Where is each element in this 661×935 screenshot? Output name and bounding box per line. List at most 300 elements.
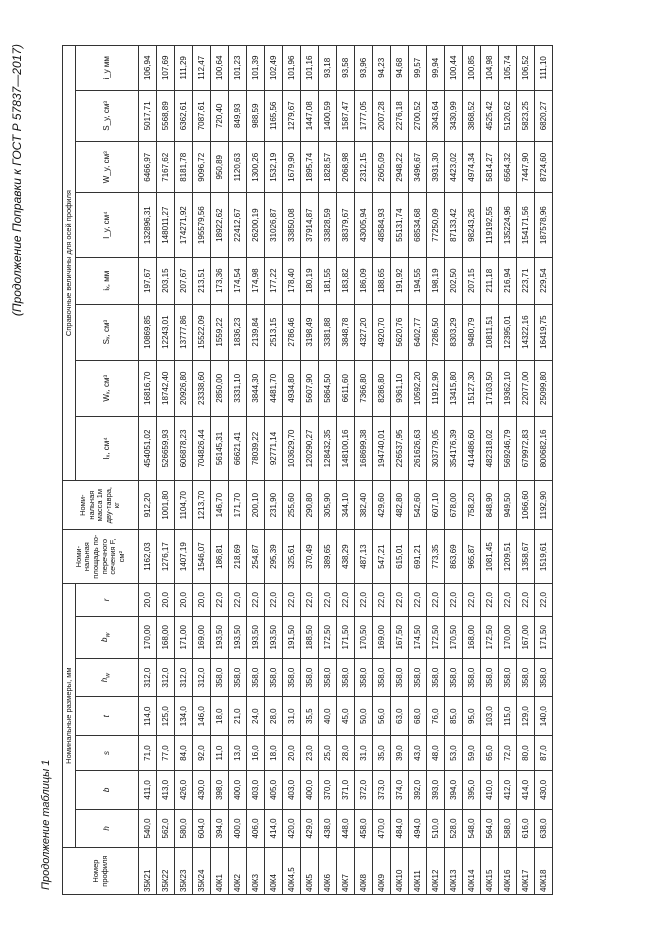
table-cell: 7286,50 (427, 304, 445, 360)
table-cell: 20,0 (157, 584, 175, 617)
profile-table-body (139, 46, 553, 895)
profile-number-cell: 40К7 (337, 848, 355, 895)
table-cell: 12243,01 (157, 304, 175, 360)
table-row (211, 46, 229, 895)
table-cell: 3848,78 (337, 304, 355, 360)
table-cell: 21,0 (229, 697, 247, 736)
table-cell: 403,0 (283, 771, 301, 810)
table-cell: 31,0 (283, 697, 301, 736)
table-cell: 50,0 (355, 697, 373, 736)
table-cell: 172,50 (319, 616, 337, 658)
table-cell: 111,29 (175, 46, 193, 91)
table-cell: 6820,27 (535, 90, 553, 141)
col-r-header: r (76, 584, 139, 617)
table-cell: 193,50 (229, 616, 247, 658)
table-cell: 193,50 (247, 616, 265, 658)
table-cell: 542,60 (409, 481, 427, 530)
table-cell: 101,16 (301, 46, 319, 91)
table-cell: 11912,90 (427, 360, 445, 416)
table-cell: 411,0 (139, 771, 157, 810)
table-cell: 5620,76 (391, 304, 409, 360)
table-cell: 679972,83 (517, 416, 535, 480)
table-cell: 303779,05 (427, 416, 445, 480)
table-cell: 106,52 (517, 46, 535, 91)
table-cell: 358,0 (427, 658, 445, 697)
table-cell: 10592,20 (409, 360, 427, 416)
table-cell: 358,0 (409, 658, 427, 697)
table-cell: 1276,17 (157, 530, 175, 584)
table-cell: 2850,00 (211, 360, 229, 416)
table-cell: 183,82 (337, 257, 355, 304)
table-cell: 100,85 (463, 46, 481, 91)
table-cell: 23,0 (301, 736, 319, 771)
table-cell: 26200,19 (247, 193, 265, 257)
table-row (139, 46, 157, 895)
table-cell: 758,20 (463, 481, 481, 530)
table-cell: 358,0 (373, 658, 391, 697)
table-cell: 22,0 (265, 584, 283, 617)
table-cell: 93,18 (319, 46, 337, 91)
table-cell: 168,00 (463, 616, 481, 658)
table-cell: 18,0 (265, 736, 283, 771)
table-cell: 295,39 (265, 530, 283, 584)
table-cell: 3381,88 (319, 304, 337, 360)
table-cell: 169,00 (193, 616, 211, 658)
table-cell: 128432,35 (319, 416, 337, 480)
table-cell: 358,0 (247, 658, 265, 697)
table-cell: 207,15 (463, 257, 481, 304)
table-cell: 358,0 (481, 658, 499, 697)
profile-number-cell: 40К16 (499, 848, 517, 895)
table-row (373, 46, 391, 895)
table-cell: 20,0 (193, 584, 211, 617)
table-cell: 15522,09 (193, 304, 211, 360)
table-cell: 22,0 (499, 584, 517, 617)
col-Wy-header: W_y, см³ (76, 142, 139, 193)
table-cell: 7366,80 (355, 360, 373, 416)
table-row (499, 46, 517, 895)
table-cell: 87,0 (535, 736, 553, 771)
table-cell: 1192,90 (535, 481, 553, 530)
table-cell: 211,18 (481, 257, 499, 304)
table-cell: 84,0 (175, 736, 193, 771)
table-cell: 863,69 (445, 530, 463, 584)
table-cell: 135224,96 (499, 193, 517, 257)
table-cell: 22,0 (445, 584, 463, 617)
table-cell: 358,0 (211, 658, 229, 697)
table-cell: 548,0 (463, 809, 481, 848)
table-cell: 414,0 (265, 809, 283, 848)
table-cell: 678,00 (445, 481, 463, 530)
table-cell: 414,0 (517, 771, 535, 810)
profile-number-cell: 40К8 (355, 848, 373, 895)
table-cell: 87133,42 (445, 193, 463, 257)
table-cell: 22,0 (427, 584, 445, 617)
table-cell: 22,0 (481, 584, 499, 617)
table-cell: 56,0 (373, 697, 391, 736)
table-cell: 94,68 (391, 46, 409, 91)
col-Wx-header: Wₓ, см³ (76, 360, 139, 416)
profile-number-cell: 40К11 (409, 848, 427, 895)
table-cell: 6362,61 (175, 90, 193, 141)
col-b-header: b (76, 771, 139, 810)
table-cell: 394,0 (211, 809, 229, 848)
table-cell: 1407,19 (175, 530, 193, 584)
table-cell: 429,60 (373, 481, 391, 530)
table-cell: 28,0 (337, 736, 355, 771)
profile-number-cell: 40К6 (319, 848, 337, 895)
table-cell: 394,0 (445, 771, 463, 810)
table-cell: 849,93 (229, 90, 247, 141)
table-cell: 180,19 (301, 257, 319, 304)
table-cell: 1679,90 (283, 142, 301, 193)
table-cell: 134,0 (175, 697, 193, 736)
table-cell: 22,0 (517, 584, 535, 617)
table-cell: 2007,28 (373, 90, 391, 141)
table-cell: 226537,95 (391, 416, 409, 480)
profile-number-cell: 40К18 (535, 848, 553, 895)
table-cell: 3430,99 (445, 90, 463, 141)
table-row (463, 46, 481, 895)
table-cell: 494,0 (409, 809, 427, 848)
table-cell: 39,0 (391, 736, 409, 771)
profile-number-cell: 40К5 (301, 848, 319, 895)
table-cell: 178,40 (283, 257, 301, 304)
table-cell: 101,23 (229, 46, 247, 91)
table-cell: 112,47 (193, 46, 211, 91)
profile-number-cell: 35К23 (175, 848, 193, 895)
table-cell: 4934,80 (283, 360, 301, 416)
table-cell: 3496,67 (409, 142, 427, 193)
table-cell: 1279,67 (283, 90, 301, 141)
table-cell: 438,0 (319, 809, 337, 848)
table-cell: 406,0 (247, 809, 265, 848)
table-cell: 22,0 (535, 584, 553, 617)
table-cell: 312,0 (157, 658, 175, 697)
table-cell: 174,50 (409, 616, 427, 658)
table-cell: 177,22 (265, 257, 283, 304)
table-cell: 99,94 (427, 46, 445, 91)
table-cell: 484,0 (391, 809, 409, 848)
table-cell: 18,0 (211, 697, 229, 736)
table-cell: 2312,15 (355, 142, 373, 193)
table-cell: 23338,60 (193, 360, 211, 416)
table-cell: 202,50 (445, 257, 463, 304)
table-cell: 6611,60 (337, 360, 355, 416)
table-cell: 169,00 (373, 616, 391, 658)
table-cell: 146,70 (211, 481, 229, 530)
table-row (535, 46, 553, 895)
profile-number-cell: 35К22 (157, 848, 175, 895)
profile-number-cell: 40К1 (211, 848, 229, 895)
table-cell: 1587,47 (337, 90, 355, 141)
table-cell: 10869,85 (139, 304, 157, 360)
table-cell: 312,0 (175, 658, 193, 697)
table-cell: 438,29 (337, 530, 355, 584)
table-cell: 93,96 (355, 46, 373, 91)
table-cell: 105,74 (499, 46, 517, 91)
table-cell: 949,50 (499, 481, 517, 530)
table-cell: 1081,45 (481, 530, 499, 584)
table-cell: 229,54 (535, 257, 553, 304)
table-cell: 3868,52 (463, 90, 481, 141)
table-cell: 773,35 (427, 530, 445, 584)
table-cell: 194740,01 (373, 416, 391, 480)
table-cell: 412,0 (499, 771, 517, 810)
table-cell: 77,0 (157, 736, 175, 771)
table-cell: 950,89 (211, 142, 229, 193)
table-cell: 470,0 (373, 809, 391, 848)
table-cell: 2786,46 (283, 304, 301, 360)
table-cell: 85,0 (445, 697, 463, 736)
table-cell: 20,0 (175, 584, 193, 617)
table-cell: 9480,79 (463, 304, 481, 360)
table-cell: 35,5 (301, 697, 319, 736)
table-cell: 420,0 (283, 809, 301, 848)
table-cell: 20926,80 (175, 360, 193, 416)
profile-number-cell: 40К13 (445, 848, 463, 895)
table-cell: 912,20 (139, 481, 157, 530)
table-cell: 1162,03 (139, 530, 157, 584)
table-cell: 358,0 (391, 658, 409, 697)
table-cell: 22,0 (355, 584, 373, 617)
table-cell: 107,69 (157, 46, 175, 91)
table-cell: 20,0 (283, 736, 301, 771)
table-cell: 24,0 (247, 697, 265, 736)
table-cell: 430,0 (535, 771, 553, 810)
table-cell: 2513,15 (265, 304, 283, 360)
col-area-header: Номи-нальная площадь по-перечного сечения F, см² (63, 530, 139, 584)
table-cell: 95,0 (463, 697, 481, 736)
table-cell: 638,0 (535, 809, 553, 848)
table-cell: 16,0 (247, 736, 265, 771)
table-cell: 5017,71 (139, 90, 157, 141)
table-cell: 413,0 (157, 771, 175, 810)
table-cell: 358,0 (229, 658, 247, 697)
col-Ix-header: Iₓ, см⁴ (76, 416, 139, 480)
table-cell: 358,0 (337, 658, 355, 697)
table-cell: 103629,70 (283, 416, 301, 480)
table-cell: 358,0 (535, 658, 553, 697)
profile-number-cell: 40К2 (229, 848, 247, 895)
table-cell: 197,67 (139, 257, 157, 304)
col-hw-header: $h_w$ (76, 658, 139, 697)
table-cell: 146,0 (193, 697, 211, 736)
table-cell: 170,50 (445, 616, 463, 658)
table-cell: 172,50 (481, 616, 499, 658)
table-cell: 2068,98 (337, 142, 355, 193)
table-cell: 370,49 (301, 530, 319, 584)
table-cell: 231,90 (265, 481, 283, 530)
table-cell: 92,0 (193, 736, 211, 771)
table-cell: 25,0 (319, 736, 337, 771)
table-cell: 172,50 (427, 616, 445, 658)
table-cell: 33850,08 (283, 193, 301, 257)
table-cell: 22,0 (319, 584, 337, 617)
table-cell: 1358,67 (517, 530, 535, 584)
table-cell: 5814,27 (481, 142, 499, 193)
table-cell: 374,0 (391, 771, 409, 810)
table-cell: 358,0 (283, 658, 301, 697)
table-cell: 187578,96 (535, 193, 553, 257)
table-cell: 5120,62 (499, 90, 517, 141)
table-row (427, 46, 445, 895)
table-row (337, 46, 355, 895)
table-cell: 6466,97 (139, 142, 157, 193)
table-cell: 290,80 (301, 481, 319, 530)
table-cell: 1209,51 (499, 530, 517, 584)
table-cell: 358,0 (319, 658, 337, 697)
table-cell: 171,70 (229, 481, 247, 530)
table-cell: 193,50 (211, 616, 229, 658)
table-cell: 174,54 (229, 257, 247, 304)
table-cell: 3043,64 (427, 90, 445, 141)
table-cell: 448,0 (337, 809, 355, 848)
table-cell: 395,0 (463, 771, 481, 810)
profile-number-cell: 40К4 (265, 848, 283, 895)
table-cell: 255,60 (283, 481, 301, 530)
table-row (157, 46, 175, 895)
table-cell: 78039,22 (247, 416, 265, 480)
table-cell: 10811,51 (481, 304, 499, 360)
table-cell: 55131,74 (391, 193, 409, 257)
table-cell: 389,65 (319, 530, 337, 584)
table-cell: 3844,30 (247, 360, 265, 416)
table-cell: 569246,79 (499, 416, 517, 480)
table-cell: 325,61 (283, 530, 301, 584)
table-cell: 22,0 (211, 584, 229, 617)
table-cell: 482,80 (391, 481, 409, 530)
col-bw-header: $b_w$ (76, 616, 139, 658)
table-cell: 616,0 (517, 809, 535, 848)
table-cell: 4974,34 (463, 142, 481, 193)
table-cell: 607,10 (427, 481, 445, 530)
table-cell: 101,96 (283, 46, 301, 91)
table-cell: 43,0 (409, 736, 427, 771)
table-cell: 148011,27 (157, 193, 175, 257)
table-cell: 213,51 (193, 257, 211, 304)
table-cell: 1066,60 (517, 481, 535, 530)
table-cell: 358,0 (499, 658, 517, 697)
table-cell: 48,0 (427, 736, 445, 771)
table-cell: 114,0 (139, 697, 157, 736)
table-cell: 76,0 (427, 697, 445, 736)
table-cell: 28,0 (265, 697, 283, 736)
table-cell: 207,67 (175, 257, 193, 304)
table-cell: 100,44 (445, 46, 463, 91)
table-cell: 53,0 (445, 736, 463, 771)
table-cell: 1895,74 (301, 142, 319, 193)
table-cell: 132896,31 (139, 193, 157, 257)
table-cell: 9096,72 (193, 142, 211, 193)
table-row (283, 46, 301, 895)
table-cell: 430,0 (193, 771, 211, 810)
table-cell: 1001,80 (157, 481, 175, 530)
table-row (355, 46, 373, 895)
table-cell: 429,0 (301, 809, 319, 848)
table-cell: 16419,75 (535, 304, 553, 360)
table-cell: 400,0 (229, 809, 247, 848)
col-Sy-header: S_y, см³ (76, 90, 139, 141)
table-cell: 35,0 (373, 736, 391, 771)
table-cell: 1532,19 (265, 142, 283, 193)
table-cell: 195579,56 (193, 193, 211, 257)
table-cell: 194,55 (409, 257, 427, 304)
table-cell: 2276,18 (391, 90, 409, 141)
amendment-header: (Продолжение Поправки к ГОСТ Р 57837—2017) (10, 44, 24, 317)
profile-number-cell: 40К12 (427, 848, 445, 895)
table-cell: 186,09 (355, 257, 373, 304)
table-cell: 13,0 (229, 736, 247, 771)
table-cell: 170,00 (139, 616, 157, 658)
table-cell: 5823,25 (517, 90, 535, 141)
col-Sx-header: Sₓ, см³ (76, 304, 139, 360)
profile-number-cell: 40К15 (481, 848, 499, 895)
table-cell: 510,0 (427, 809, 445, 848)
table-cell: 181,55 (319, 257, 337, 304)
table-cell: 392,0 (409, 771, 427, 810)
table-cell: 120290,27 (301, 416, 319, 480)
table-cell: 4481,70 (265, 360, 283, 416)
table-cell: 56145,31 (211, 416, 229, 480)
table-row (319, 46, 337, 895)
table-cell: 3931,30 (427, 142, 445, 193)
table-cell: 167,50 (391, 616, 409, 658)
profile-number-cell: 40К3 (247, 848, 265, 895)
table-cell: 4327,20 (355, 304, 373, 360)
table-cell: 174271,92 (175, 193, 193, 257)
table-cell: 203,15 (157, 257, 175, 304)
table-cell: 604,0 (193, 809, 211, 848)
table-cell: 11,0 (211, 736, 229, 771)
table-cell: 37914,87 (301, 193, 319, 257)
table-cell: 354176,39 (445, 416, 463, 480)
table-cell: 171,00 (175, 616, 193, 658)
table-cell: 22,0 (283, 584, 301, 617)
profile-table (62, 45, 553, 895)
profile-number-cell: 40К10 (391, 848, 409, 895)
table-cell: 111,10 (535, 46, 553, 91)
table-continuation-label: Продолжение таблицы 1 (40, 759, 52, 890)
table-cell: 458,0 (355, 809, 373, 848)
table-cell: 22,0 (373, 584, 391, 617)
table-cell: 372,0 (355, 771, 373, 810)
table-cell: 48584,93 (373, 193, 391, 257)
table-cell: 102,49 (265, 46, 283, 91)
profile-number-cell: 40К17 (517, 848, 535, 895)
table-cell: 1120,63 (229, 142, 247, 193)
table-cell: 106,94 (139, 46, 157, 91)
table-cell: 373,0 (373, 771, 391, 810)
table-cell: 528,0 (445, 809, 463, 848)
table-cell: 8303,29 (445, 304, 463, 360)
table-cell: 171,50 (337, 616, 355, 658)
table-cell: 148100,16 (337, 416, 355, 480)
profile-number-cell: 35К21 (139, 848, 157, 895)
table-cell: 312,0 (139, 658, 157, 697)
table-cell: 22,0 (229, 584, 247, 617)
table-cell: 965,87 (463, 530, 481, 584)
table-cell: 15127,30 (463, 360, 481, 416)
table-cell: 218,69 (229, 530, 247, 584)
table-cell: 119192,55 (481, 193, 499, 257)
table-cell: 198,19 (427, 257, 445, 304)
table-cell: 2700,52 (409, 90, 427, 141)
table-cell: 405,0 (265, 771, 283, 810)
table-cell: 9361,10 (391, 360, 409, 416)
table-cell: 125,0 (157, 697, 175, 736)
table-cell: 22077,00 (517, 360, 535, 416)
